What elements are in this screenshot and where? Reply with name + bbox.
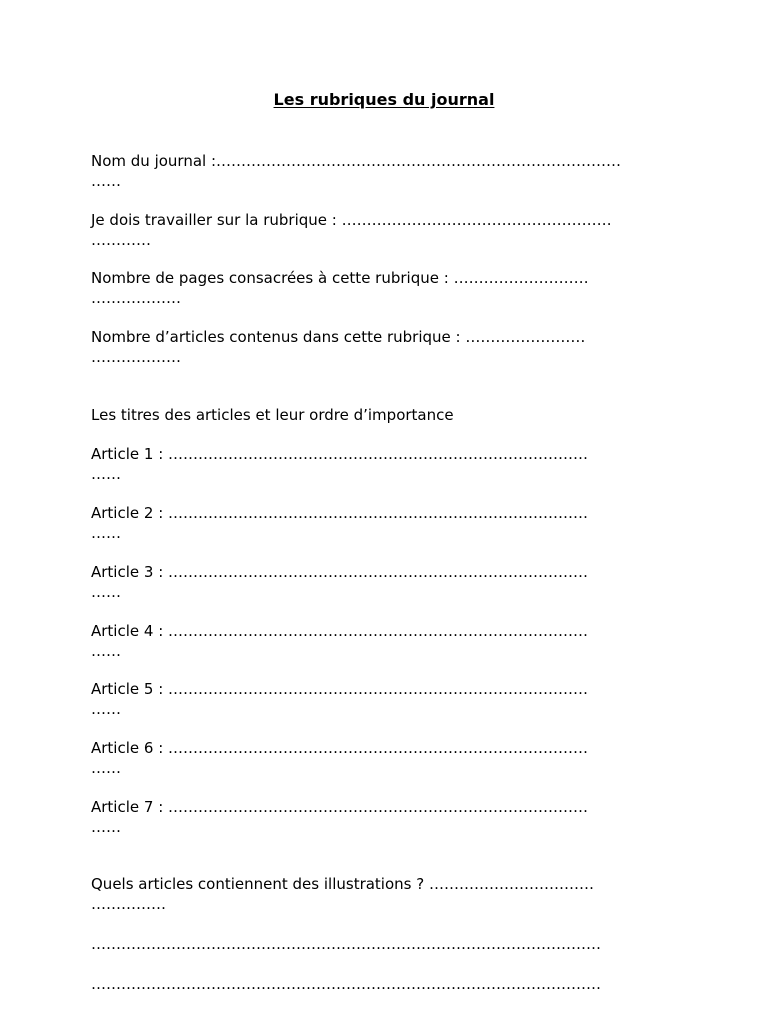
field-label: Nom du journal : — [91, 152, 217, 170]
answer-line-1: ………………………………………………………………………………………… — [91, 935, 601, 953]
fill-dots-continued: …… — [91, 524, 121, 542]
article-1-field — [91, 444, 691, 484]
fill-dots: ………………………………………………………………………… — [168, 739, 589, 757]
fill-dots-continued: …… — [91, 583, 121, 601]
fill-dots-continued: …… — [91, 759, 121, 777]
article-7-field — [91, 797, 691, 837]
fill-dots: ……………………………………………………………………… — [216, 152, 622, 170]
page-title: Les rubriques du journal — [273, 90, 495, 109]
fill-dots: ………………………………………………………………………… — [168, 680, 589, 698]
field-label: Je dois travailler sur la rubrique : — [91, 211, 342, 229]
field-label: Nombre d’articles contenus dans cette rubrique : — [91, 328, 466, 346]
fill-dots-continued: ……………… — [91, 289, 181, 307]
fill-dots: …………………………… — [428, 875, 594, 893]
fill-dots: ………………………………………………………………………… — [168, 622, 589, 640]
article-label: Article 1 : — [91, 445, 169, 463]
fill-dots: ………………………………………………………………………… — [168, 563, 589, 581]
fill-dots: ………………………………………………………………………… — [168, 504, 589, 522]
fill-dots-continued: …… — [91, 642, 121, 660]
fill-dots-continued: …… — [91, 465, 121, 483]
article-6-field — [91, 738, 691, 778]
illustrations-question — [91, 874, 691, 914]
field-assigned-section — [91, 210, 691, 250]
field-article-count — [91, 327, 691, 367]
question-label: Quels articles contiennent des illustrations ? — [91, 875, 429, 893]
fill-dots: ………………………………………………………………………… — [168, 445, 589, 463]
fill-dots-continued: ………… — [91, 231, 151, 249]
article-4-field — [91, 621, 691, 661]
article-label: Article 3 : — [91, 563, 169, 581]
fill-dots-continued: …………… — [91, 895, 166, 913]
article-label: Article 7 : — [91, 798, 169, 816]
fill-dots-continued: …… — [91, 818, 121, 836]
fill-dots: ……………………… — [453, 269, 589, 287]
article-5-field — [91, 679, 691, 719]
fill-dots: …………………… — [465, 328, 586, 346]
article-label: Article 5 : — [91, 680, 169, 698]
answer-line-2: ………………………………………………………………………………………… — [91, 975, 601, 993]
article-3-field — [91, 562, 691, 602]
section-heading: Les titres des articles et leur ordre d’importance — [91, 406, 454, 424]
fill-dots: ………………………………………………………………………… — [168, 798, 589, 816]
fill-dots-continued: ……………… — [91, 348, 181, 366]
article-label: Article 4 : — [91, 622, 169, 640]
fill-dots-continued: …… — [91, 172, 121, 190]
article-label: Article 2 : — [91, 504, 169, 522]
field-page-count — [91, 268, 691, 308]
field-journal-name — [91, 151, 691, 191]
article-label: Article 6 : — [91, 739, 169, 757]
field-label: Nombre de pages consacrées à cette rubrique : — [91, 269, 454, 287]
fill-dots: ……………………………………………… — [341, 211, 612, 229]
fill-dots-continued: …… — [91, 700, 121, 718]
article-2-field — [91, 503, 691, 543]
